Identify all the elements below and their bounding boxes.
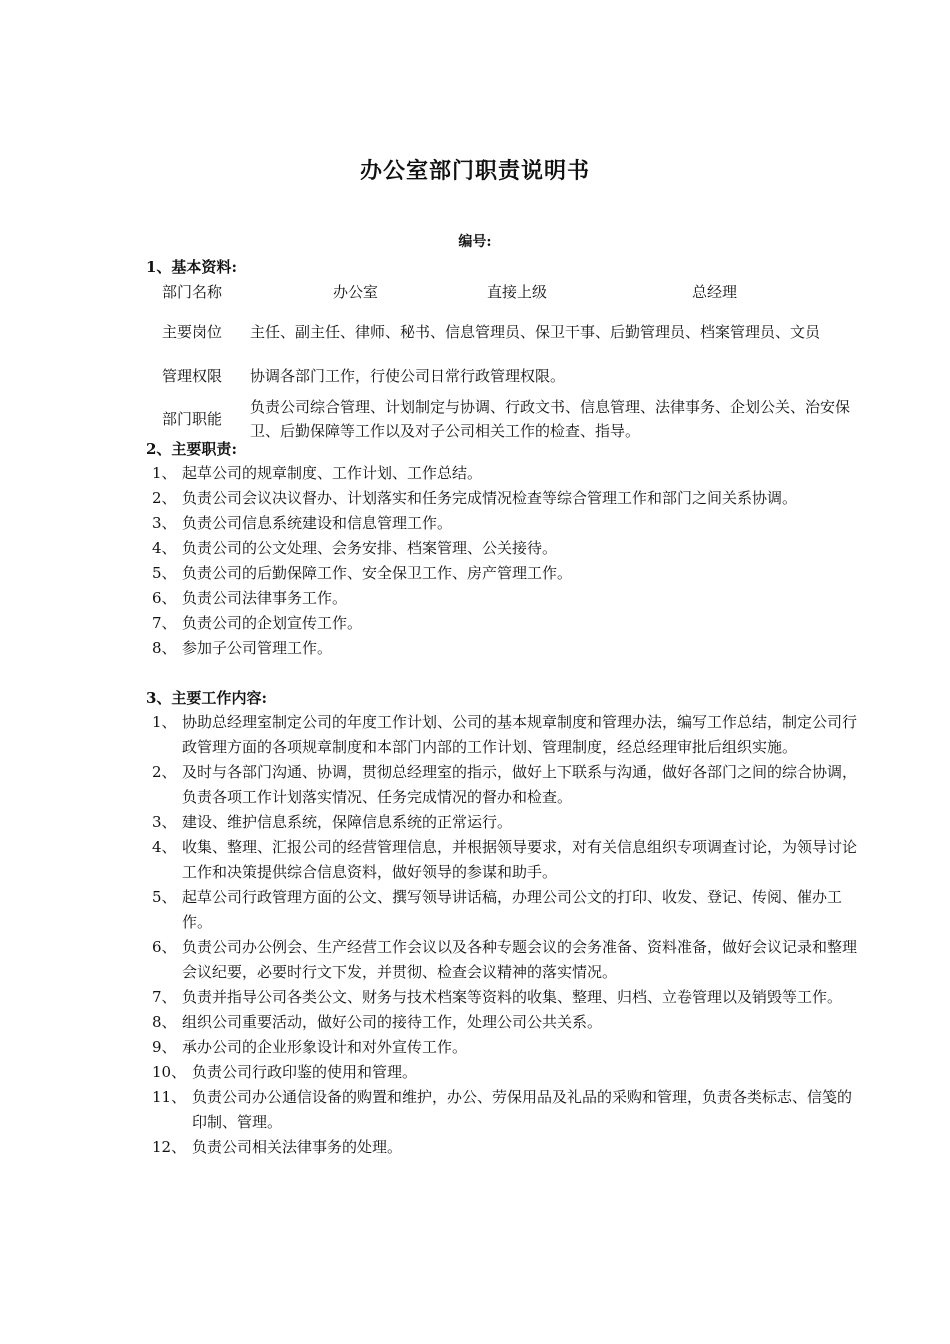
item-number: 2、: [152, 489, 177, 507]
function-label: 部门职能: [162, 410, 223, 428]
list-item: [150, 835, 862, 885]
duties-list: [150, 461, 862, 661]
list-item: [150, 1060, 862, 1085]
dept-info-line: [250, 280, 866, 304]
list-item: [150, 1010, 862, 1035]
item-text: 承办公司的企业形象设计和对外宣传工作。: [182, 1038, 468, 1056]
item-number: 5、: [152, 888, 177, 906]
page-title: 办公室部门职责说明书: [359, 159, 590, 184]
work-content-list: [150, 710, 862, 1160]
item-text: 负责公司相关法律事务的处理。: [192, 1138, 403, 1156]
item-number: 1、: [152, 713, 177, 731]
positions-label: 主要岗位: [162, 323, 223, 341]
item-number: 7、: [152, 988, 177, 1006]
info-row-authority: [150, 359, 866, 393]
function-value: 负责公司综合管理、计划制定与协调、行政文书、信息管理、法律事务、企划公关、治安保卫、后勤保障等工作以及对子公司相关工作的检查、指导。: [250, 398, 851, 440]
list-item: [150, 611, 862, 636]
item-number: 10、: [152, 1063, 187, 1081]
item-text: 负责公司的公文处理、会务安排、档案管理、公关接待。: [182, 539, 558, 557]
document-code-label: 编号:: [458, 234, 492, 250]
authority-label: 管理权限: [162, 367, 223, 385]
section-heading-duties: 2、主要职责:: [146, 440, 237, 458]
item-number: 7、: [152, 614, 177, 632]
item-text: 及时与各部门沟通、协调，贯彻总经理室的指示，做好上下联系与沟通，做好各部门之间的综合协调，负责各项工作计划落实情况、任务完成情况的督办和检查。: [182, 763, 858, 806]
dept-name-label: 部门名称: [162, 283, 223, 301]
info-row-dept: [150, 279, 866, 305]
info-row-positions: [150, 305, 866, 359]
section-heading-basic-info: 1、基本资料:: [146, 258, 237, 276]
list-item: [150, 1135, 862, 1160]
item-number: 8、: [152, 1013, 177, 1031]
list-item: [150, 511, 862, 536]
item-text: 负责公司信息系统建设和信息管理工作。: [182, 514, 453, 532]
item-text: 参加子公司管理工作。: [182, 639, 333, 657]
list-item: [150, 760, 862, 810]
item-number: 9、: [152, 1038, 177, 1056]
item-number: 3、: [152, 514, 177, 532]
item-text: 负责公司会议决议督办、计划落实和任务完成情况检查等综合管理工作和部门之间关系协调。: [182, 489, 798, 507]
item-text: 组织公司重要活动，做好公司的接待工作，处理公司公共关系。: [182, 1013, 603, 1031]
item-number: 6、: [152, 589, 177, 607]
supervisor-label: 直接上级: [487, 283, 548, 301]
item-number: 5、: [152, 564, 177, 582]
list-item: [150, 1085, 862, 1135]
item-text: 负责公司办公例会、生产经营工作会议以及各种专题会议的会务准备、资料准备，做好会议记录和整理会议纪要，必要时行文下发，并贯彻、检查会议精神的落实情况。: [182, 938, 858, 981]
list-item: [150, 486, 862, 511]
item-number: 3、: [152, 813, 177, 831]
list-item: [150, 536, 862, 561]
item-text: 起草公司的规章制度、工作计划、工作总结。: [182, 464, 483, 482]
list-item: [150, 636, 862, 661]
list-item: [150, 885, 862, 935]
list-item: [150, 1035, 862, 1060]
supervisor-value: 总经理: [692, 283, 738, 301]
item-text: 负责并指导公司各类公文、财务与技术档案等资料的收集、整理、归档、立卷管理以及销毁等工作。: [182, 988, 843, 1006]
item-text: 负责公司的企划宣传工作。: [182, 614, 363, 632]
item-number: 11、: [152, 1088, 187, 1106]
dept-info-cells: [250, 279, 866, 305]
item-number: 4、: [152, 838, 177, 856]
item-text: 起草公司行政管理方面的公文、撰写领导讲话稿，办理公司公文的打印、收发、登记、传阅、催办工作。: [182, 888, 843, 931]
list-item: [150, 985, 862, 1010]
item-text: 收集、整理、汇报公司的经营管理信息，并根据领导要求，对有关信息组织专项调查讨论，为领导讨论工作和决策提供综合信息资料，做好领导的参谋和助手。: [182, 838, 858, 881]
item-number: 6、: [152, 938, 177, 956]
item-text: 负责公司办公通信设备的购置和维护，办公、劳保用品及礼品的采购和管理，负责各类标志、信笺的印制、管理。: [192, 1088, 853, 1131]
authority-value: 协调各部门工作，行使公司日常行政管理权限。: [250, 367, 566, 385]
positions-value: 主任、副主任、律师、秘书、信息管理员、保卫干事、后勤管理员、档案管理员、文员: [250, 323, 821, 341]
list-item: [150, 561, 862, 586]
list-item: [150, 710, 862, 760]
item-text: 负责公司法律事务工作。: [182, 589, 348, 607]
list-item: [150, 586, 862, 611]
item-text: 负责公司的后勤保障工作、安全保卫工作、房产管理工作。: [182, 564, 573, 582]
list-item: [150, 461, 862, 486]
basic-info-table: [150, 279, 866, 445]
item-number: 8、: [152, 639, 177, 657]
item-number: 12、: [152, 1138, 187, 1156]
item-text: 负责公司行政印鉴的使用和管理。: [192, 1063, 418, 1081]
dept-name-value: 办公室: [333, 283, 379, 301]
item-number: 1、: [152, 464, 177, 482]
section-heading-work-content: 3、主要工作内容:: [146, 689, 267, 707]
item-number: 4、: [152, 539, 177, 557]
item-number: 2、: [152, 763, 177, 781]
item-text: 建设、维护信息系统，保障信息系统的正常运行。: [182, 813, 513, 831]
item-text: 协助总经理室制定公司的年度工作计划、公司的基本规章制度和管理办法，编写工作总结，制定公司行政管理方面的各项规章制度和本部门内部的工作计划、管理制度，经总经理审批后组织实施。: [182, 713, 858, 756]
list-item: [150, 810, 862, 835]
list-item: [150, 935, 862, 985]
info-row-function: [150, 393, 866, 445]
